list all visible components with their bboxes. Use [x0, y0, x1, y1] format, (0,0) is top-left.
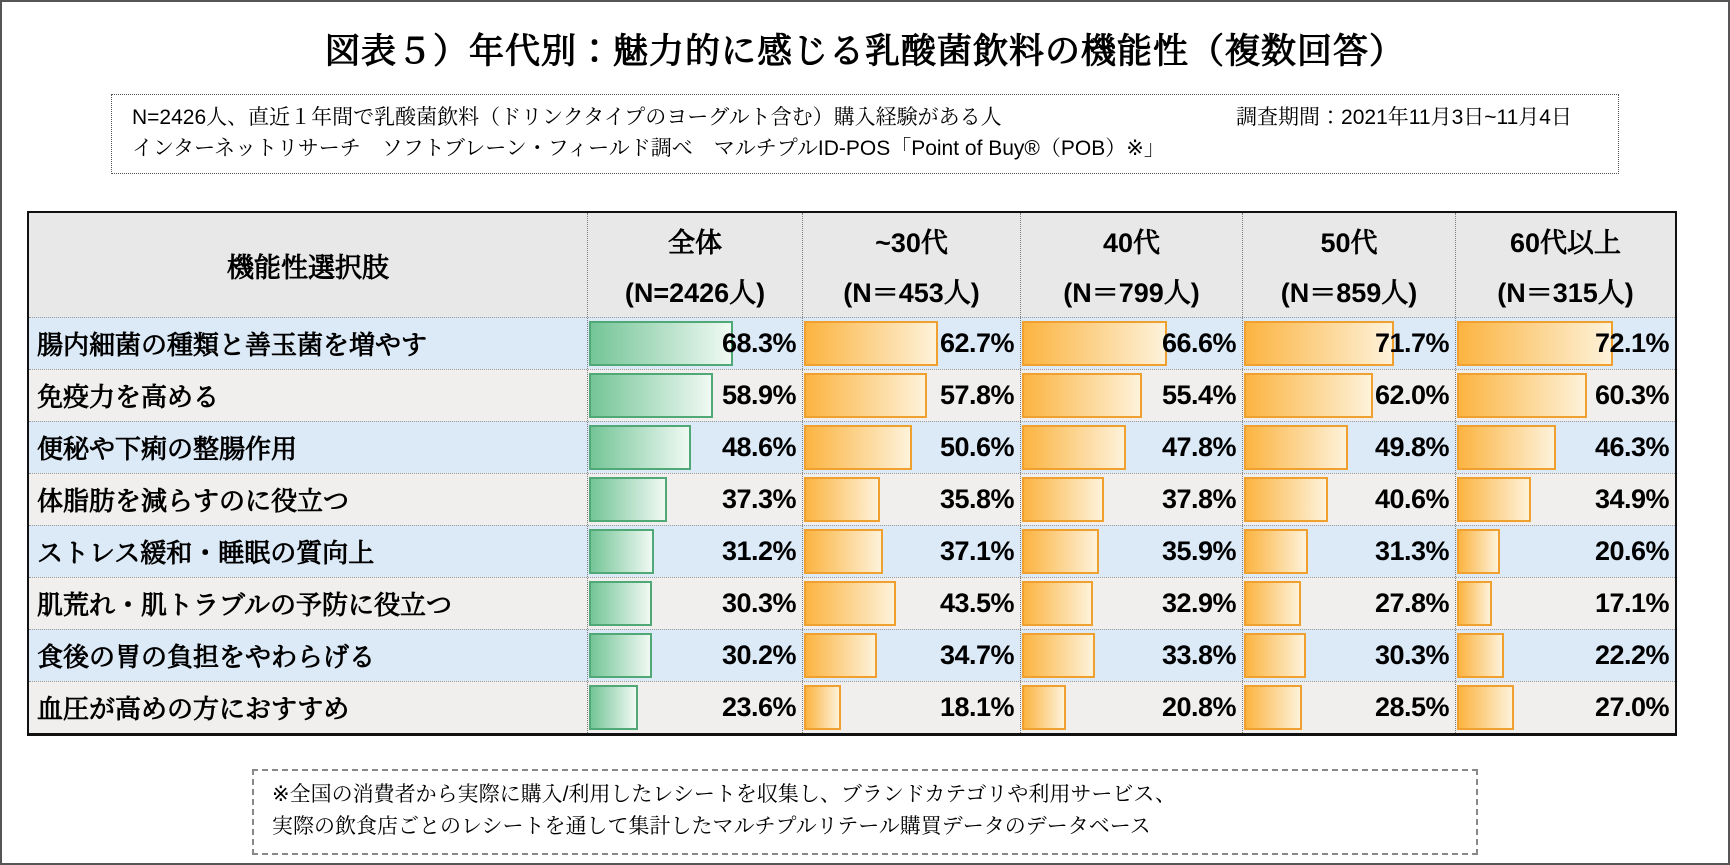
bar-cell [802, 474, 1020, 525]
percent-value: 20.6% [1594, 536, 1669, 566]
bar-cell [802, 578, 1020, 629]
bar-cell [1455, 422, 1675, 473]
bar-cell [1242, 318, 1455, 369]
column-title: 50代 [1320, 227, 1378, 258]
column-title: 全体 [668, 227, 722, 258]
percent-value: 40.6% [1374, 484, 1449, 514]
percent-value: 37.1% [939, 536, 1014, 566]
overall-data-bar [589, 581, 652, 626]
bar-cell [1242, 370, 1455, 421]
column-n-label: (N=2426人) [624, 277, 766, 308]
row-label: 肌荒れ・肌トラブルの予防に役立つ [37, 590, 452, 620]
overall-data-bar [589, 425, 691, 470]
row-label: 腸内細菌の種類と善玉菌を増やす [37, 330, 428, 360]
cohort-data-bar [1244, 373, 1373, 418]
cohort-data-bar [1457, 477, 1531, 522]
overall-data-bar [589, 321, 733, 366]
percent-value: 34.9% [1594, 484, 1669, 514]
overall-data-bar [589, 529, 654, 574]
bar-cell [1242, 474, 1455, 525]
cohort-data-bar [1022, 529, 1099, 574]
header-cell-50s [1242, 213, 1455, 317]
cohort-data-bar [1244, 581, 1301, 626]
bar-cell [1455, 526, 1675, 577]
footnote-box [252, 769, 1478, 855]
row-label: 血圧が高めの方におすすめ [37, 694, 350, 724]
percent-value: 37.8% [1161, 484, 1236, 514]
bar-cell [1242, 682, 1455, 733]
cohort-data-bar [1457, 425, 1556, 470]
percent-value: 31.2% [721, 536, 796, 566]
percent-value: 58.9% [721, 380, 796, 410]
cohort-data-bar [804, 373, 927, 418]
overall-data-bar [589, 373, 713, 418]
bar-cell [802, 526, 1020, 577]
column-n-label: (N＝315人) [1497, 277, 1634, 308]
bar-cell [1242, 526, 1455, 577]
column-title: 40代 [1102, 227, 1161, 258]
cohort-data-bar [1457, 581, 1492, 626]
bar-cell [802, 630, 1020, 681]
bar-cell [1455, 370, 1675, 421]
percent-value: 30.3% [721, 588, 796, 618]
cohort-data-bar [804, 529, 883, 574]
column-title: ~30代 [875, 227, 948, 258]
cohort-data-bar [1022, 321, 1167, 366]
bar-cell [802, 370, 1020, 421]
percent-value: 57.8% [939, 380, 1014, 410]
cohort-data-bar [1022, 633, 1095, 678]
cohort-data-bar [804, 685, 841, 730]
percent-value: 66.6% [1161, 328, 1236, 358]
bar-cell [802, 422, 1020, 473]
percent-value: 34.7% [939, 640, 1014, 670]
bar-cell [587, 474, 802, 525]
percent-value: 37.3% [721, 484, 796, 514]
cohort-data-bar [1022, 373, 1142, 418]
cohort-data-bar [1022, 477, 1104, 522]
survey-note-box [111, 94, 1619, 174]
bar-cell [587, 630, 802, 681]
percent-value: 31.3% [1374, 536, 1449, 566]
figure-title: 図表５）年代別：魅力的に感じる乳酸菌飲料の機能性（複数回答） [324, 32, 1405, 71]
header-cell-60plus [1455, 213, 1675, 317]
bar-cell [1455, 318, 1675, 369]
bar-cell [1020, 630, 1242, 681]
table-header-row [29, 213, 1675, 317]
percent-value: 20.8% [1161, 692, 1236, 722]
bar-cell [1020, 526, 1242, 577]
percent-value: 71.7% [1374, 328, 1449, 358]
footnote-line1: ※全国の消費者から実際に購入/利用したレシートを収集し、ブランドカテゴリや利用サービス、 [272, 783, 1177, 806]
cohort-data-bar [1244, 633, 1306, 678]
percent-value: 30.3% [1374, 640, 1449, 670]
column-n-label: (N＝799人) [1063, 277, 1200, 308]
percent-value: 43.5% [939, 588, 1014, 618]
row-label: 免疫力を高める [37, 382, 220, 412]
cohort-data-bar [1457, 373, 1587, 418]
bar-cell [1242, 630, 1455, 681]
table-body [29, 317, 1675, 733]
percent-value: 22.2% [1594, 640, 1669, 670]
percent-value: 35.9% [1161, 536, 1236, 566]
percent-value: 27.0% [1594, 692, 1669, 722]
cohort-data-bar [804, 477, 880, 522]
bar-cell [587, 370, 802, 421]
header-label-text: 機能性選択肢 [227, 252, 389, 283]
header-cell-overall [587, 213, 802, 317]
table-row [29, 577, 1675, 629]
cohort-data-bar [1457, 321, 1613, 366]
header-cell-label [29, 213, 587, 317]
bar-cell [1020, 578, 1242, 629]
table-row [29, 421, 1675, 473]
bar-cell [587, 422, 802, 473]
table-row [29, 317, 1675, 369]
bar-cell [587, 682, 802, 733]
table-row [29, 369, 1675, 421]
row-label: 食後の胃の負担をやわらげる [37, 642, 376, 672]
percent-value: 49.8% [1374, 432, 1449, 462]
footnote-line2: 実際の飲食店ごとのレシートを通して集計したマルチプルリテール購買データのデータベース [272, 815, 1151, 838]
bar-cell [1455, 578, 1675, 629]
row-label: 便秘や下痢の整腸作用 [37, 434, 298, 464]
survey-note-line1 [132, 102, 1598, 133]
cohort-data-bar [1022, 425, 1126, 470]
cohort-data-bar [1244, 529, 1308, 574]
percent-value: 32.9% [1161, 588, 1236, 618]
cohort-data-bar [1244, 321, 1394, 366]
table-row [29, 473, 1675, 525]
percent-value: 47.8% [1161, 432, 1236, 462]
survey-source-text: インターネットリサーチ ソフトブレーン・フィールド調べ マルチプルID-POS「Point of Buy®（POB）※」 [132, 137, 1165, 160]
cohort-data-bar [804, 321, 938, 366]
cohort-data-bar [1457, 633, 1504, 678]
table-row [29, 681, 1675, 733]
percent-value: 28.5% [1374, 692, 1449, 722]
percent-value: 48.6% [721, 432, 796, 462]
cohort-data-bar [804, 633, 877, 678]
bar-cell [1242, 422, 1455, 473]
bar-cell [1455, 630, 1675, 681]
cohort-data-bar [1244, 425, 1348, 470]
overall-data-bar [589, 685, 638, 730]
percent-value: 35.8% [939, 484, 1014, 514]
overall-data-bar [589, 477, 667, 522]
header-cell-40s [1020, 213, 1242, 317]
bar-cell [1020, 474, 1242, 525]
column-title: 60代以上 [1509, 227, 1622, 258]
cohort-data-bar [804, 425, 912, 470]
row-label: 体脂肪を減らすのに役立つ [37, 486, 350, 516]
bar-cell [587, 526, 802, 577]
bar-cell [587, 578, 802, 629]
percent-value: 50.6% [939, 432, 1014, 462]
bar-cell [1455, 474, 1675, 525]
percent-value: 18.1% [939, 692, 1014, 722]
bar-cell [1020, 318, 1242, 369]
percent-value: 55.4% [1161, 380, 1236, 410]
survey-period-text: 調査期間：2021年11月3日~11月4日 [1236, 106, 1572, 129]
column-n-label: (N＝859人) [1280, 277, 1418, 308]
row-label: ストレス緩和・睡眠の質向上 [37, 538, 375, 568]
percent-value: 68.3% [721, 328, 796, 358]
percent-value: 72.1% [1594, 328, 1669, 358]
header-cell-under30s [802, 213, 1020, 317]
bar-cell [1242, 578, 1455, 629]
percent-value: 60.3% [1594, 380, 1669, 410]
cohort-data-bar [1022, 581, 1093, 626]
percent-value: 30.2% [721, 640, 796, 670]
percent-value: 46.3% [1594, 432, 1669, 462]
bar-cell [1020, 370, 1242, 421]
bar-cell [802, 318, 1020, 369]
cohort-data-bar [1457, 529, 1500, 574]
percent-value: 62.7% [939, 328, 1014, 358]
percent-value: 33.8% [1161, 640, 1236, 670]
column-n-label: (N＝453人) [843, 277, 980, 308]
cohort-data-bar [1457, 685, 1514, 730]
cohort-data-bar [1022, 685, 1066, 730]
cohort-data-bar [804, 581, 896, 626]
bar-cell [1020, 422, 1242, 473]
bar-cell [1455, 682, 1675, 733]
bar-cell [1020, 682, 1242, 733]
table-row [29, 525, 1675, 577]
percent-value: 62.0% [1374, 380, 1449, 410]
bar-cell [802, 682, 1020, 733]
percent-value: 27.8% [1374, 588, 1449, 618]
cohort-data-bar [1244, 477, 1328, 522]
cohort-data-bar [1244, 685, 1302, 730]
survey-sample-text: N=2426人、直近１年間で乳酸菌飲料（ドリンクタイプのヨーグルト含む）購入経験がある人 [132, 106, 1002, 129]
percent-value: 17.1% [1594, 588, 1669, 618]
percent-value: 23.6% [721, 692, 796, 722]
overall-data-bar [589, 633, 652, 678]
table-row [29, 629, 1675, 681]
data-bar-table [27, 211, 1677, 736]
bar-cell [587, 318, 802, 369]
